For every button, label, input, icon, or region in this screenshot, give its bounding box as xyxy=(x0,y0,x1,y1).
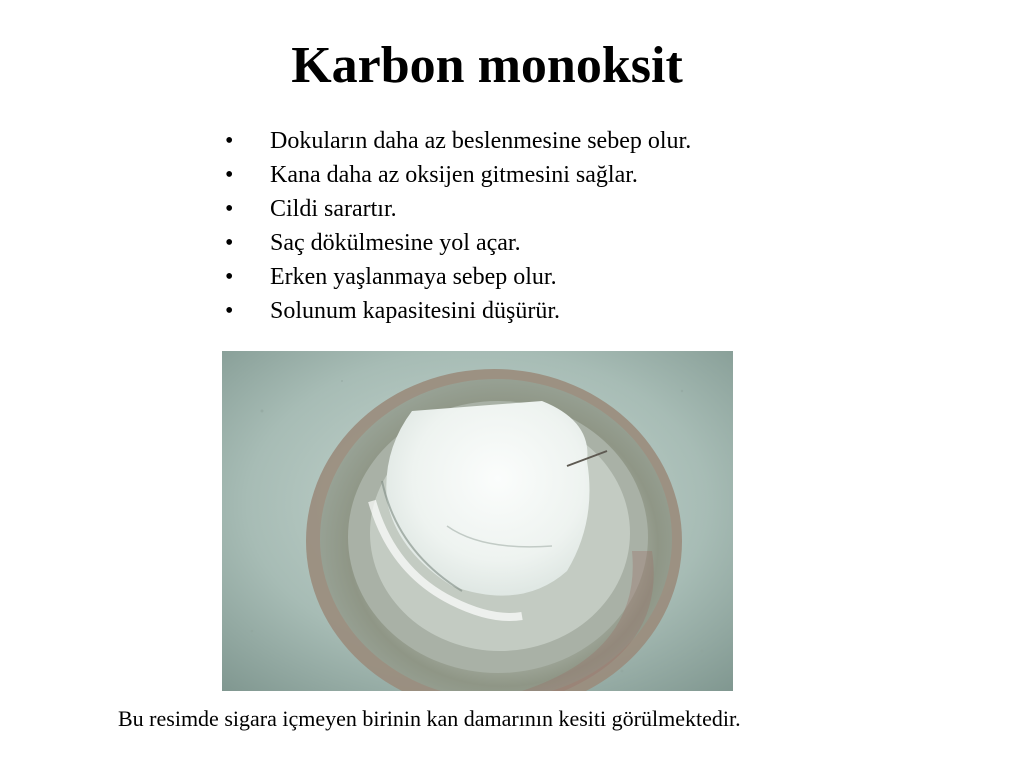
bullet-item xyxy=(222,124,691,158)
bullet-marker: • xyxy=(225,264,234,290)
bullet-item xyxy=(222,192,691,226)
bullet-text: Cildi sarartır. xyxy=(270,196,397,222)
bullet-marker: • xyxy=(225,230,234,256)
image-caption: Bu resimde sigara içmeyen birinin kan damarının kesiti görülmektedir. xyxy=(118,706,741,731)
bullet-text: Dokuların daha az beslenmesine sebep olur. xyxy=(270,128,692,154)
bullet-marker: • xyxy=(225,196,234,222)
bullet-text: Erken yaşlanmaya sebep olur. xyxy=(270,264,557,290)
bullet-text: Saç dökülmesine yol açar. xyxy=(270,230,521,256)
blood-vessel-cross-section-image xyxy=(222,351,733,691)
bullet-text: Solunum kapasitesini düşürür. xyxy=(270,298,560,324)
bullet-item xyxy=(222,226,691,260)
vessel-micrograph-drawing xyxy=(222,351,733,691)
bullet-list xyxy=(222,124,691,328)
slide-title: Karbon monoksit xyxy=(291,37,683,94)
bullet-marker: • xyxy=(225,298,234,324)
bullet-marker: • xyxy=(225,128,234,154)
bullet-item xyxy=(222,294,691,328)
bullet-item xyxy=(222,260,691,294)
bullet-item xyxy=(222,158,691,192)
bullet-marker: • xyxy=(225,162,234,188)
bullet-text: Kana daha az oksijen gitmesini sağlar. xyxy=(270,162,638,188)
